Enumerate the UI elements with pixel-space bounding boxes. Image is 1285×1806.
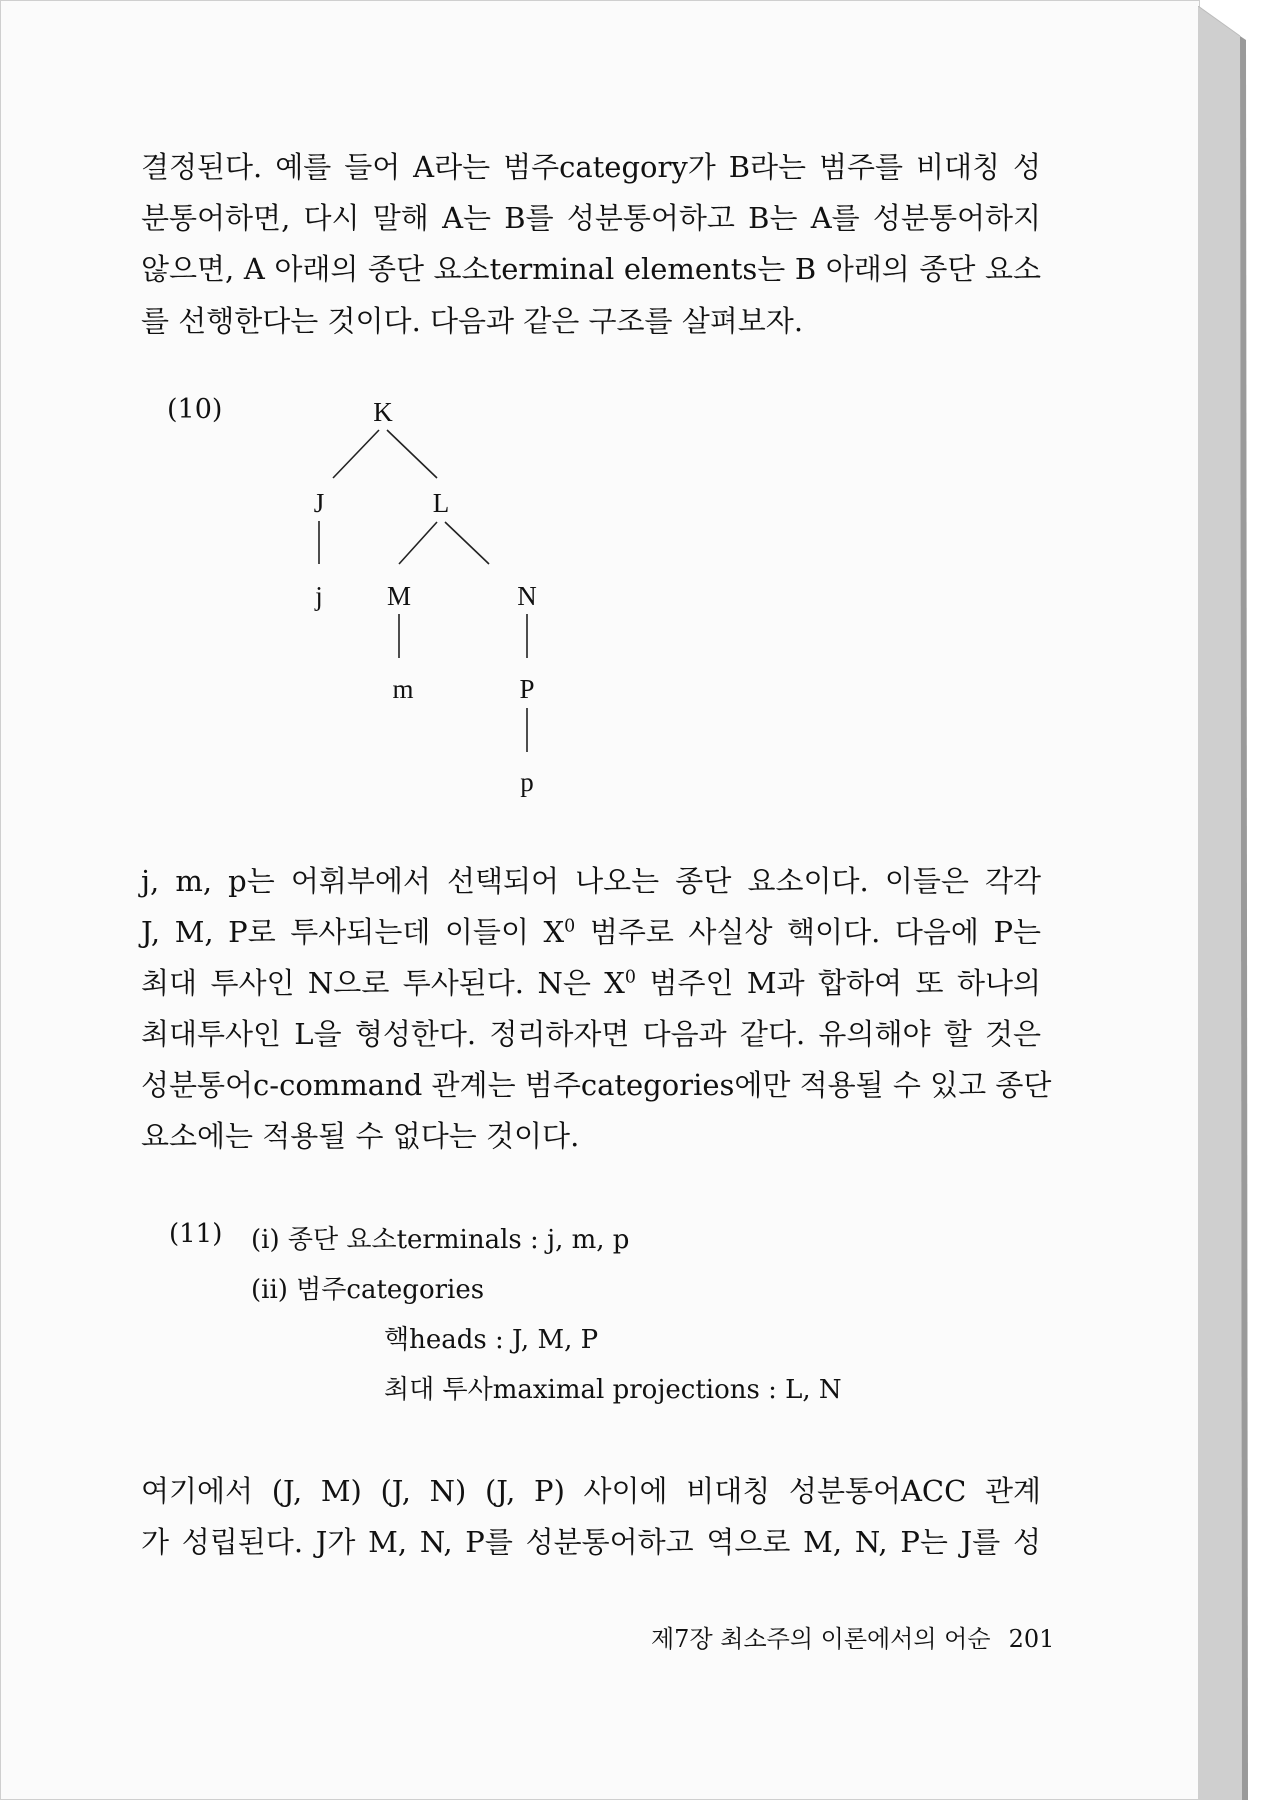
node-m: m: [392, 674, 414, 704]
example-11-item-i: (i) 종단 요소terminals : j, m, p: [251, 1225, 630, 1255]
book-page-edge: [1198, 6, 1268, 1800]
running-footer: [651, 1619, 1055, 1654]
para1-line-3: 않으면, A 아래의 종단 요소terminal elements는 B 아래의 종단 요소: [141, 252, 1041, 286]
superscript-zero: 0: [624, 967, 636, 988]
node-M: M: [386, 581, 412, 611]
para3-line-1: 여기에서 (J, M) (J, N) (J, P) 사이에 비대칭 성분통어ACC 관계: [141, 1474, 1041, 1508]
node-P: P: [519, 674, 535, 704]
node-p: p: [520, 767, 534, 797]
footer-chapter-title: 제7장 최소주의 이론에서의 어순: [651, 1625, 991, 1653]
example-11-maximal-projections: 최대 투사maximal projections : L, N: [384, 1375, 842, 1405]
para2-line-1: j, m, p는 어휘부에서 선택되어 나오는 종단 요소이다. 이들은 각각: [141, 864, 1041, 898]
node-N: N: [517, 581, 537, 611]
syntax-tree-diagram: [291, 386, 551, 806]
para2-line-2: [141, 910, 1041, 951]
node-L: L: [432, 488, 450, 518]
para2-line-3-a: 최대 투사인 N으로 투사된다. N은 X: [141, 966, 625, 1000]
example-11-heads: 핵heads : J, M, P: [384, 1325, 599, 1355]
para2-line-3: [141, 961, 1041, 1002]
para2-line-2-a: J, M, P로 투사되는데 이들이 X: [141, 915, 565, 949]
edge-K-L: [387, 430, 437, 478]
edge-K-J: [333, 430, 379, 478]
para2-line-3-b: 범주인 M과 합하여 또 하나의: [649, 966, 1041, 1000]
edge-L-N: [445, 522, 489, 564]
para3-line-2: 가 성립된다. J가 M, N, P를 성분통어하고 역으로 M, N, P는 J를 성: [141, 1525, 1041, 1559]
para2-line-4: 최대투사인 L을 형성한다. 정리하자면 다음과 같다. 유의해야 할 것은: [141, 1017, 1041, 1051]
example-11-label: (11): [169, 1219, 223, 1249]
edge-L-M: [399, 522, 437, 564]
node-j: j: [315, 581, 323, 611]
para2-line-2-b: 범주로 사실상 핵이다. 다음에 P는: [589, 915, 1042, 949]
node-J: J: [313, 488, 325, 518]
example-11-item-ii: (ii) 범주categories: [251, 1275, 485, 1305]
example-10-label: (10): [167, 394, 223, 425]
para1-line-4: 를 선행한다는 것이다. 다음과 같은 구조를 살펴보자.: [141, 304, 804, 338]
superscript-zero: 0: [564, 916, 576, 937]
footer-page-number: 201: [1008, 1625, 1055, 1653]
para1-line-2: 분통어하면, 다시 말해 A는 B를 성분통어하고 B는 A를 성분통어하지: [141, 201, 1041, 235]
para1-line-1: 결정된다. 예를 들어 A라는 범주category가 B라는 범주를 비대칭 성: [141, 150, 1041, 184]
para2-line-5: 성분통어c-command 관계는 범주categories에만 적용될 수 있고 종단: [141, 1068, 1052, 1102]
node-K: K: [373, 397, 393, 427]
para2-line-6: 요소에는 적용될 수 없다는 것이다.: [141, 1119, 580, 1153]
